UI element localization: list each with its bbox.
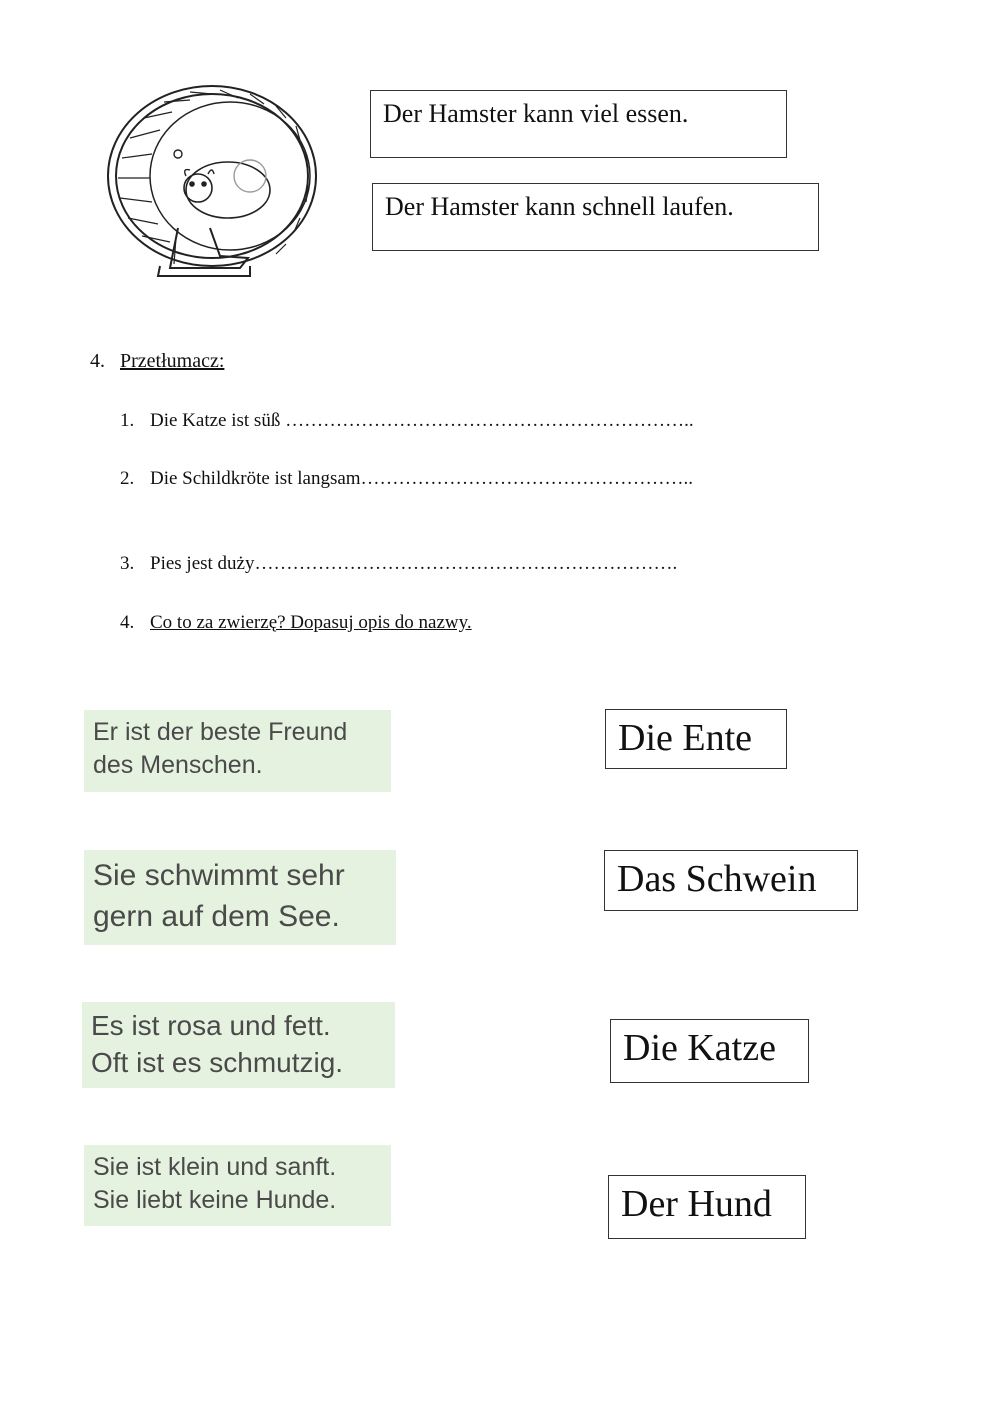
description-line: Oft ist es schmutzig. — [91, 1046, 344, 1078]
description-box-2 — [84, 850, 396, 945]
animal-name: Der Hund — [621, 1183, 772, 1225]
sentence-box-2 — [372, 183, 819, 251]
description-line: Sie liebt keine Hunde. — [93, 1186, 337, 1214]
description-line: Er ist der beste Freund — [93, 718, 348, 746]
description-line: Sie ist klein und sanft. — [93, 1153, 337, 1181]
hamster-wheel-illustration — [100, 78, 322, 286]
sentence-text-2: Der Hamster kann schnell laufen. — [385, 192, 734, 221]
item-text: Pies jest duży…………………………………………………………. — [150, 553, 678, 574]
animal-name-box-katze[interactable] — [610, 1019, 809, 1083]
animal-name: Die Katze — [623, 1027, 776, 1069]
item-number: 1. — [120, 410, 135, 431]
description-line: Sie schwimmt sehr — [93, 859, 345, 892]
task-title: Przetłumacz: — [120, 350, 225, 372]
animal-name-box-schwein[interactable] — [604, 850, 858, 911]
description-line: des Menschen. — [93, 751, 263, 779]
description-line: gern auf dem See. — [93, 899, 340, 933]
animal-name: Die Ente — [618, 717, 753, 759]
translation-item-1 — [120, 410, 694, 432]
item-number: 3. — [120, 553, 135, 574]
translation-item-3 — [120, 553, 677, 575]
task-heading — [90, 350, 224, 373]
animal-name-box-ente[interactable] — [605, 709, 787, 769]
item-text: Die Schildkröte ist langsam…………………………………………….. — [150, 468, 694, 489]
matching-instruction — [120, 612, 472, 634]
sentence-box-1 — [370, 90, 787, 158]
sentence-text-1: Der Hamster kann viel essen. — [383, 99, 689, 128]
description-box-4 — [84, 1145, 391, 1226]
item-number: 2. — [120, 468, 135, 489]
item-text: Co to za zwierzę? Dopasuj opis do nazwy. — [150, 612, 472, 633]
description-line: Es ist rosa und fett. — [91, 1010, 331, 1041]
animal-name: Das Schwein — [617, 858, 817, 900]
animal-name-box-hund[interactable] — [608, 1175, 806, 1239]
task-number: 4. — [90, 350, 105, 372]
description-box-1 — [84, 710, 391, 792]
item-text: Die Katze ist süß ……………………………………………………….. — [150, 410, 694, 431]
translation-item-2 — [120, 468, 693, 490]
item-number: 4. — [120, 612, 135, 633]
description-box-3 — [82, 1002, 395, 1088]
